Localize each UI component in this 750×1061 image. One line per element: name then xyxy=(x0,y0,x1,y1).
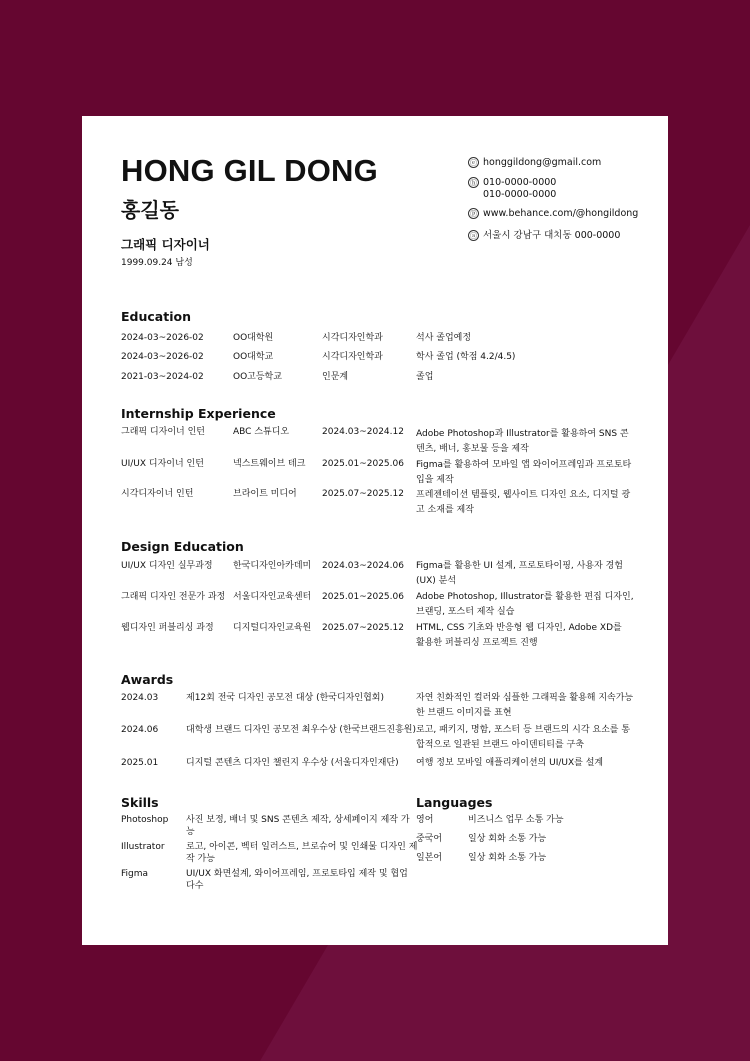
email-icon: ⓔ xyxy=(470,159,477,167)
internship-company: ABC 스튜디오 xyxy=(233,427,290,437)
skill-desc-line2: 작 가능 xyxy=(186,854,215,864)
course-desc-line1: Figma를 활용한 UI 설계, 프로토타이핑, 사용자 경험 xyxy=(416,561,623,571)
section-heading-design-education: Design Education xyxy=(121,539,244,554)
contact-phone xyxy=(468,177,556,188)
education-status: 석사 졸업예정 xyxy=(416,333,472,343)
course-desc-line2: 브랜딩, 포스터 제작 실습 xyxy=(416,607,515,617)
contact-address xyxy=(468,227,620,241)
section-heading-skills: Skills xyxy=(121,795,159,810)
name-korean: 홍길동 xyxy=(121,198,179,222)
address-icon: ⓐ xyxy=(470,232,477,240)
section-heading-awards: Awards xyxy=(121,672,174,687)
award-desc-line1: 로고, 패키지, 명함, 포스터 등 브랜드의 시각 요소를 통 xyxy=(416,725,631,735)
internship-company: 브라이트 미디어 xyxy=(233,489,297,499)
internship-desc-line2: 입을 제작 xyxy=(416,475,454,485)
internship-period: 2025.01~2025.06 xyxy=(322,459,404,469)
education-status: 졸업 xyxy=(416,372,434,382)
phone-text-1: 010-0000-0000 xyxy=(483,177,557,188)
birth-gender: 1999.09.24 남성 xyxy=(121,258,193,268)
portfolio-text: www.behance.com/@hongildong xyxy=(483,208,639,219)
education-school: OO고등학교 xyxy=(233,372,282,382)
internship-role: 그래픽 디자이너 인턴 xyxy=(121,427,205,437)
course-institute: 서울디자인교육센터 xyxy=(233,592,312,602)
skill-desc-line1: 로고, 아이콘, 벡터 일러스트, 브로슈어 및 인쇄물 디자인 제 xyxy=(186,842,418,852)
course-desc-line1: Adobe Photoshop, Illustrator를 활용한 편집 디자인, xyxy=(416,592,634,602)
education-period: 2024-03~2026-02 xyxy=(121,352,204,362)
internship-period: 2025.07~2025.12 xyxy=(322,489,404,499)
course-name: 그래픽 디자인 전문가 과정 xyxy=(121,592,226,602)
course-name: UI/UX 디자인 실무과정 xyxy=(121,561,213,571)
internship-role: 시각디자이너 인턴 xyxy=(121,489,194,499)
section-heading-education: Education xyxy=(121,309,191,324)
language-level: 일상 회화 소통 가능 xyxy=(468,853,547,863)
skill-desc-line1: UI/UX 화면설계, 와이어프레임, 프로토타입 제작 및 협업 xyxy=(186,869,408,879)
award-desc-line2: 한 브랜드 이미지를 표현 xyxy=(416,708,512,718)
resume-sheet xyxy=(82,116,668,945)
language-level: 비즈니스 업무 소통 가능 xyxy=(468,815,564,825)
language-level: 일상 회화 소통 가능 xyxy=(468,834,547,844)
portfolio-icon: ⓟ xyxy=(470,210,477,218)
skill-tool: Illustrator xyxy=(121,842,165,852)
award-desc-line1: 자연 친화적인 컬러와 심플한 그래픽을 활용해 지속가능 xyxy=(416,693,634,703)
award-desc-line2: 합적으로 일관된 브랜드 아이덴티티를 구축 xyxy=(416,740,584,750)
name-english: HONG GIL DONG xyxy=(121,153,378,188)
internship-role: UI/UX 디자이너 인턴 xyxy=(121,459,204,469)
award-date: 2024.06 xyxy=(121,725,159,735)
language-name: 중국어 xyxy=(416,834,443,844)
skill-tool: Photoshop xyxy=(121,815,169,825)
phone-icon: ⓗ xyxy=(470,179,477,187)
award-title: 대학생 브랜드 디자인 공모전 최우수상 (한국브랜드진흥원) xyxy=(186,725,416,735)
language-name: 영어 xyxy=(416,815,434,825)
language-name: 일본어 xyxy=(416,853,443,863)
contact-email xyxy=(468,157,601,168)
internship-company: 넥스트웨이브 테크 xyxy=(233,459,306,469)
internship-desc-line1: Adobe Photoshop과 Illustrator를 활용하여 SNS 콘 xyxy=(416,429,629,439)
course-desc-line2: (UX) 분석 xyxy=(416,576,457,586)
phone-text-2: 010-0000-0000 xyxy=(483,189,557,200)
award-desc-line1: 여행 정보 모바일 애플리케이션의 UI/UX를 설계 xyxy=(416,758,604,768)
education-school: OO대학교 xyxy=(233,352,274,362)
internship-desc-line1: Figma를 활용하여 모바일 앱 와이어프레임과 프로토타 xyxy=(416,460,632,470)
course-period: 2025.01~2025.06 xyxy=(322,592,404,602)
section-heading-internship: Internship Experience xyxy=(121,406,276,421)
course-period: 2025.07~2025.12 xyxy=(322,623,404,633)
education-period: 2024-03~2026-02 xyxy=(121,333,204,343)
award-date: 2024.03 xyxy=(121,693,159,703)
course-desc-line2: 활용한 퍼블리싱 프로젝트 진행 xyxy=(416,638,538,648)
award-title: 디지털 콘텐츠 디자인 챌린지 우수상 (서울디자인재단) xyxy=(186,758,399,768)
education-major: 시각디자인학과 xyxy=(322,333,383,343)
address-text: 서울시 강남구 대치동 000-0000 xyxy=(483,230,621,241)
course-desc-line1: HTML, CSS 기초와 반응형 웹 디자인, Adobe XD를 xyxy=(416,623,622,633)
award-date: 2025.01 xyxy=(121,758,159,768)
education-major: 인문계 xyxy=(322,372,349,382)
education-status: 학사 졸업 (학점 4.2/4.5) xyxy=(416,352,516,362)
course-name: 웹디자인 퍼블리싱 과정 xyxy=(121,623,214,633)
internship-desc-line1: 프레젠테이션 템플릿, 웹사이트 디자인 요소, 디지털 광 xyxy=(416,490,631,500)
education-period: 2021-03~2024-02 xyxy=(121,372,204,382)
course-period: 2024.03~2024.06 xyxy=(322,561,404,571)
section-heading-languages: Languages xyxy=(416,795,493,810)
job-title: 그래픽 디자이너 xyxy=(121,237,210,252)
education-major: 시각디자인학과 xyxy=(322,352,383,362)
skill-tool: Figma xyxy=(121,869,149,879)
course-institute: 디지털디자인교육원 xyxy=(233,623,312,633)
skill-desc-line2: 다수 xyxy=(186,881,204,891)
internship-period: 2024.03~2024.12 xyxy=(322,427,404,437)
internship-desc-line2: 고 소재를 제작 xyxy=(416,505,474,515)
course-institute: 한국디자인아카데미 xyxy=(233,561,312,571)
skill-desc-line1: 사진 보정, 배너 및 SNS 콘텐츠 제작, 상세페이지 제작 가 xyxy=(186,815,410,825)
education-school: OO대학원 xyxy=(233,333,274,343)
contact-portfolio xyxy=(468,208,638,219)
skill-desc-line2: 능 xyxy=(186,827,195,837)
email-text: honggildong@gmail.com xyxy=(483,157,602,168)
internship-desc-line2: 텐츠, 배너, 홍보물 등을 제작 xyxy=(416,444,529,454)
award-title: 제12회 전국 디자인 공모전 대상 (한국디자인협회) xyxy=(186,693,384,703)
